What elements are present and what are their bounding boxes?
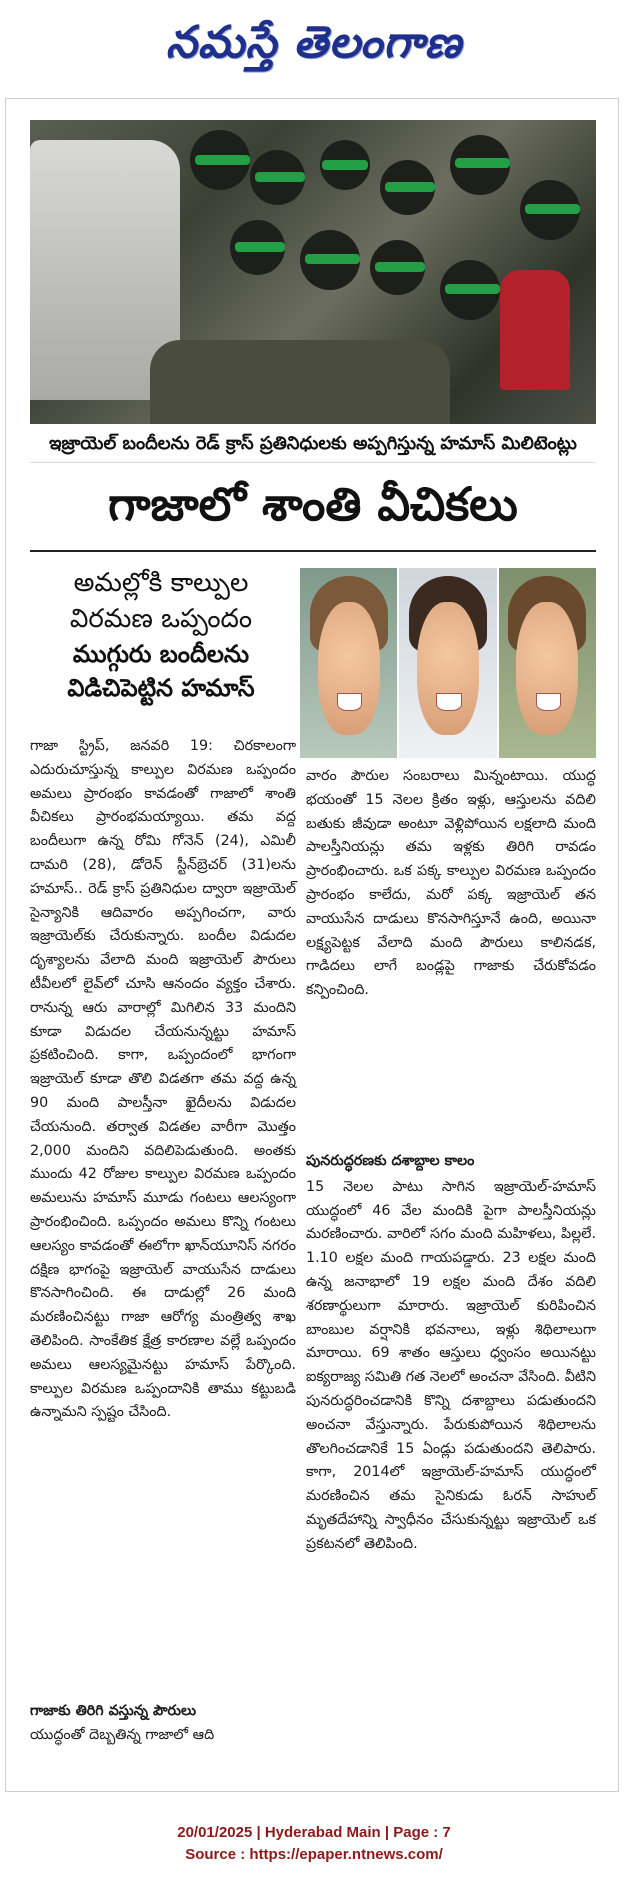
footer [0, 1822, 628, 1866]
subheadline [30, 565, 292, 725]
portrait-photo-3 [499, 568, 596, 758]
subhead-line-2: విరమణ ఒప్పందం [69, 604, 253, 634]
portrait-photo-1 [300, 568, 397, 758]
hostage-portraits [300, 568, 596, 758]
subhead-line-3: ముగ్గురు బందీలను [72, 640, 250, 668]
portrait-photo-2 [399, 568, 496, 758]
subsection-body-return: యుద్ధంతో దెబ్బతిన్న గాజాలో ఆది [30, 1726, 215, 1743]
subsection-heading-rebuild: పునరుద్ధరణకు దశాబ్దాల కాలం [306, 1153, 475, 1169]
subsection-heading-return: గాజాకు తిరిగి వస్తున్న పౌరులు [30, 1703, 197, 1719]
subhead-line-4: విడిచిపెట్టిన హమాస్ [67, 674, 255, 702]
photo-caption: ఇజ్రాయెల్ బందీలను రెడ్ క్రాస్ ప్రతినిధులకు అప్పగిస్తున్న హమాస్ మిలిటెంట్లు [30, 428, 596, 463]
subsection-body-rebuild: 15 నెలల పాటు సాగిన ఇజ్రాయెల్-హమాస్ యుద్ధంలో 46 వేల మందికి పైగా పాలస్తీనియన్లు మరణించారు. వారిలో సగం మంది మహిళలు, పిల్లలే. 1.10 లక్షల మంది గాయపడ్డారు. 23 లక్షల మంది ఉన్న జనాభాలో 19 లక్షల మంది దేశం వదిలి శరణార్థులుగా మారారు. ఇజ్రాయెల్ కురిపించిన బాంబుల వర్షానికి భవనాలు, ఇళ్లు శిథిలాలుగా మారాయి. 69 శాతం ఆస్తులు ధ్వంసం అయినట్టు ఐక్యరాజ్య సమితి గత నెలలో అంచనా వేసింది. వీటిని పునరుద్ధరించడానికి కొన్ని దశాబ్దాలు పడుతుందని అంచనా వేస్తున్నారు. పేరుకుపోయిన శిథిలాలను తొలగించడానికే 15 ఏండ్లు పడుతుందని తెలిపారు. కాగా, 2014లో ఇజ్రాయెల్-హమాస్ యుద్ధంలో మరణించిన తమ సైనికుడు ఓరన్ సాహుల్ మృతదేహాన్ని స్వాధీనం చేసుకున్నట్టు ఇజ్రాయెల్ ఒక ప్రకటనలో తెలిపింది. [306, 1178, 596, 1552]
article-column-2-section [306, 1150, 596, 1557]
masthead-logo: నమస్తే తెలంగాణ [165, 16, 463, 68]
article-column-1-section [30, 1700, 296, 1748]
article-column-2 [306, 765, 596, 1003]
footer-source: Source : https://epaper.ntnews.com/ [185, 1846, 443, 1863]
article-body-col2: వారం పౌరుల సంబరాలు మిన్నంటాయి. యుద్ధ భయంతో 15 నెలల క్రితం ఇళ్లు, ఆస్తులను వదిలి బతుకు జీవుడా అంటూ వెళ్లిపోయిన లక్షలాది మంది పాలస్తీనియన్లు తమ ఇళ్లకు తిరిగి రావడం ప్రారంభించారు. ఒక పక్క కాల్పుల విరమణ ఒప్పందం ప్రారంభం కాలేదు, మరో పక్క ఇజ్రాయెల్ తన వాయుసేన దాడులు కొనసాగిస్తూనే ఉంది, అయినా లక్ష్యపెట్టక వేలాది మంది పౌరులు కాలినడక, గాడిదలు లాగే బండ్లపై గాజాకు చేరుకోవడం కన్పించింది. [306, 768, 596, 999]
headline: గాజాలో శాంతి వీచికలు [30, 470, 596, 552]
article-body-col1: గాజా స్ట్రిప్, జనవరి 19: చిరకాలంగా ఎదురుచూస్తున్న కాల్పుల విరమణ ఒప్పందం అమలు ప్రారంభం కావడంతో గాజాలో శాంతి వీచికలు ప్రారంభమయ్యాయి. తమ వద్ద బందీలుగా ఉన్న రోమి గోనెన్ (24), ఎమిలీ దామరి (28), డోరెన్ స్టీన్‌బ్రెచర్ (31)లను హమాస్.. రెడ్ క్రాస్ ప్రతినిధుల ద్వారా ఇజ్రాయెల్ సైన్యానికి ఆదివారం అప్పగించగా, వారు ఇజ్రాయెల్‌కు చేరుకున్నారు. బందీల విడుదల దృశ్యాలను వేలాది మంది ఇజ్రాయెల్ పౌరులు టీవీలలో లైవ్‌లో చూసి ఆనందం వ్యక్తం చేశారు. రానున్న ఆరు వారాల్లో మిగిలిన 33 మందిని కూడా విడుదల చేయనున్నట్టు హమాస్ ప్రకటించింది. కాగా, ఒప్పందంలో భాగంగా ఇజ్రాయెల్ కూడా తొలి విడతగా తమ వద్ద ఉన్న 90 మంది పాలస్తీనా ఖైదీలను విడుదల చేయనుంది. తర్వాత విడతల వారీగా మొత్తం 2,000 మందిని వదిలిపెడుతుంది. అంతకు ముందు 42 రోజుల కాల్పుల విరమణ ఒప్పందం అమలును హమాస్ మూడు గంటలు ఆలస్యంగా ప్రారంభించింది. ఒప్పందం అమలు కొన్ని గంటలు ఆలస్యం కావడంతో ఈలోగా ఖాన్‌యూనిస్ నగరం దక్షిణ భాగంపై ఇజ్రాయెల్ వాయుసేన దాడులు కొనసాగించింది. ఈ దాడుల్లో 26 మంది మరణించినట్టు గాజా ఆరోగ్య మంత్రిత్వ శాఖ తెలిపింది. సాంకేతిక క్షేత్ర కారణాల వల్లే ఒప్పందం అమలు ఆలస్యమైనట్టు హమాస్ పేర్కొంది. కాల్పుల విరమణ ఒప్పందానికి తాము కట్టుబడి ఉన్నామని స్పష్టం చేసింది. [30, 738, 296, 1421]
subhead-line-1: అమల్లోకి కాల్పుల [73, 568, 249, 598]
article-column-1 [30, 735, 296, 1425]
masthead [0, 0, 628, 95]
footer-dateline: 20/01/2025 | Hyderabad Main | Page : 7 [177, 1824, 451, 1841]
main-photo [30, 120, 596, 424]
